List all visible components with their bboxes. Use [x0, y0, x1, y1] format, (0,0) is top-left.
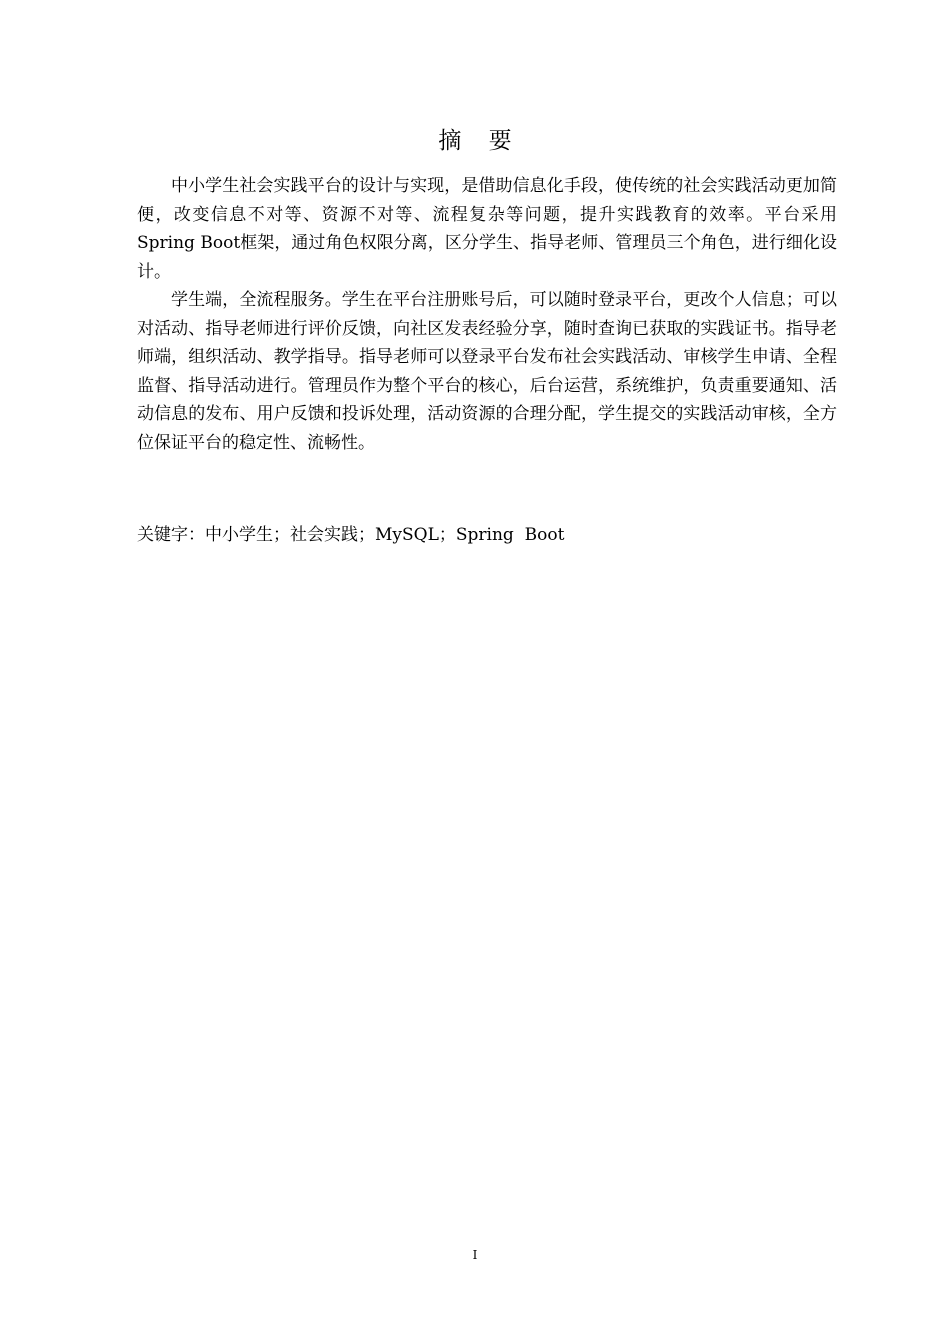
keywords-label: 关键字：	[137, 525, 205, 545]
keywords-line	[137, 521, 837, 549]
abstract-body	[137, 172, 837, 457]
page-number: I	[472, 1248, 478, 1262]
abstract-paragraph-2: 学生端，全流程服务。学生在平台注册账号后，可以随时登录平台，更改个人信息；可以对活动、指导老师进行评价反馈，向社区发表经验分享，随时查询已获取的实践证书。指导老师端，组织活动、教学指导。指导老师可以登录平台发布社会实践活动、审核学生申请、全程监督、指导活动进行。管理员作为整个平台的核心，后台运营，系统维护，负责重要通知、活动信息的发布、用户反馈和投诉处理，活动资源的合理分配，学生提交的实践活动审核，全方位保证平台的稳定性、流畅性。	[137, 290, 837, 453]
keywords-text: 中小学生；社会实践；MySQL；Spring Boot	[205, 525, 565, 545]
abstract-title: 摘 要	[438, 128, 522, 154]
abstract-paragraph-1: 中小学生社会实践平台的设计与实现，是借助信息化手段，使传统的社会实践活动更加简便，改变信息不对等、资源不对等、流程复杂等问题，提升实践教育的效率。平台采用Spring Boot框架，通过角色权限分离，区分学生、指导老师、管理员三个角色，进行细化设计。	[137, 176, 837, 282]
